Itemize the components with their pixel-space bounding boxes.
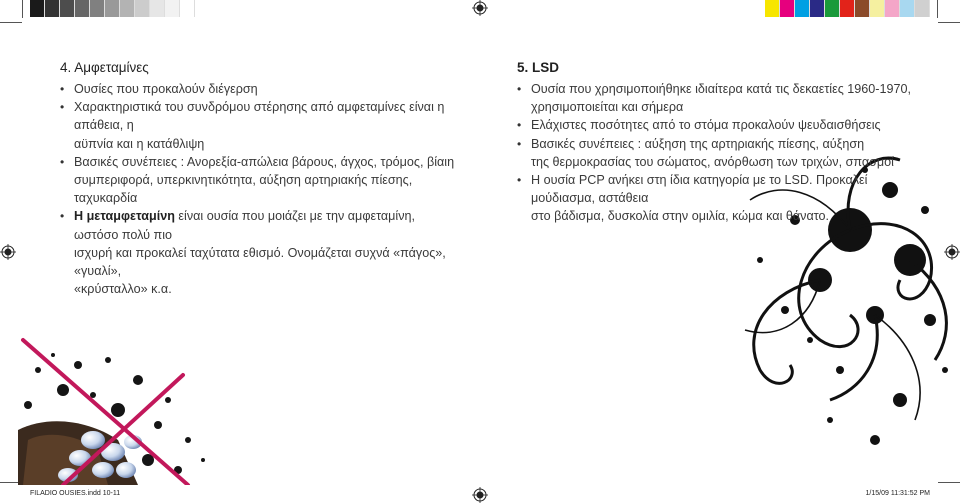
list-item: • Βασικές συνέπειες : Ανορεξία-απώλεια βάρους, άγχος, τρόμος, βίαιη συμπεριφορά, υπερκινητικότητα, αύξηση αρτηριακής πίεσης, ταχυκαρδία bbox=[60, 153, 460, 208]
list-item: • Η ουσία PCP ανήκει στη ίδια κατηγορία με το LSD. Προκαλεί μούδιασμα, αστάθεια στο βάδισμα, δυσκολία στην ομιλία, κώμα και θάνατο. bbox=[517, 171, 917, 226]
crop-mark bbox=[0, 22, 22, 23]
gray-swatch bbox=[60, 0, 75, 17]
registration-mark-icon bbox=[472, 0, 488, 16]
list-item: • Βασικές συνέπειες : αύξηση της αρτηριακής πίεσης, αύξηση της θερμοκρασίας του σώματος, ανόρθωση των τριχών, σπασμοί bbox=[517, 135, 917, 171]
crop-mark bbox=[22, 0, 23, 18]
lsd-bullet-list bbox=[517, 80, 917, 226]
pills-illustration bbox=[18, 330, 218, 485]
color-swatch bbox=[870, 0, 885, 17]
list-item: • Ουσία που χρησιμοποιήθηκε ιδιαίτερα κατά τις δεκαετίες 1960-1970, χρησιμοποιείται και σήμερα bbox=[517, 80, 917, 116]
section-heading-lsd: 5. LSD bbox=[517, 60, 560, 75]
color-swatch bbox=[825, 0, 840, 17]
list-item: • Ελάχιστες ποσότητες από το στόμα προκαλούν ψευδαισθήσεις bbox=[517, 116, 917, 134]
gray-swatch bbox=[105, 0, 120, 17]
color-swatch bbox=[885, 0, 900, 17]
color-swatch bbox=[855, 0, 870, 17]
color-swatch bbox=[765, 0, 780, 17]
color-swatch bbox=[795, 0, 810, 17]
gray-swatch bbox=[120, 0, 135, 17]
list-item: • Χαρακτηριστικά του συνδρόμου στέρησης από αμφεταμίνες είναι η απάθεια, η αϋπνία και η κατάθλιψη bbox=[60, 98, 460, 153]
gray-swatch bbox=[180, 0, 195, 17]
list-item: • Η μεταμφεταμίνη είναι ουσία που μοιάζει με την αμφεταμίνη, ωστόσο πολύ πιο ισχυρή και προκαλεί ταχύτατα εθισμό. Ονομάζεται συχνά «πάγος», «γυαλί», «κρύσταλλο» κ.α. bbox=[60, 207, 460, 298]
grayscale-calibration-strip bbox=[30, 0, 195, 17]
color-swatch bbox=[810, 0, 825, 17]
color-swatch bbox=[915, 0, 930, 17]
amphetamines-bullet-list bbox=[60, 80, 460, 298]
print-slug-footer bbox=[0, 486, 960, 503]
color-calibration-strip bbox=[765, 0, 930, 17]
gray-swatch bbox=[150, 0, 165, 17]
gray-swatch bbox=[75, 0, 90, 17]
color-swatch bbox=[900, 0, 915, 17]
crop-mark bbox=[938, 22, 960, 23]
gray-swatch bbox=[135, 0, 150, 17]
registration-mark-icon bbox=[0, 244, 16, 260]
file-name-label: FILADIO OUSIES.indd 10-11 bbox=[30, 490, 121, 497]
gray-swatch bbox=[90, 0, 105, 17]
gray-swatch bbox=[45, 0, 60, 17]
color-swatch bbox=[780, 0, 795, 17]
list-item: • Ουσίες που προκαλούν διέγερση bbox=[60, 80, 460, 98]
crop-mark bbox=[937, 0, 938, 18]
color-swatch bbox=[840, 0, 855, 17]
timestamp-label: 1/15/09 11:31:52 PM bbox=[865, 490, 930, 497]
section-heading-amphetamines: 4. Αμφεταμίνες bbox=[60, 60, 149, 75]
gray-swatch bbox=[165, 0, 180, 17]
gray-swatch bbox=[30, 0, 45, 17]
